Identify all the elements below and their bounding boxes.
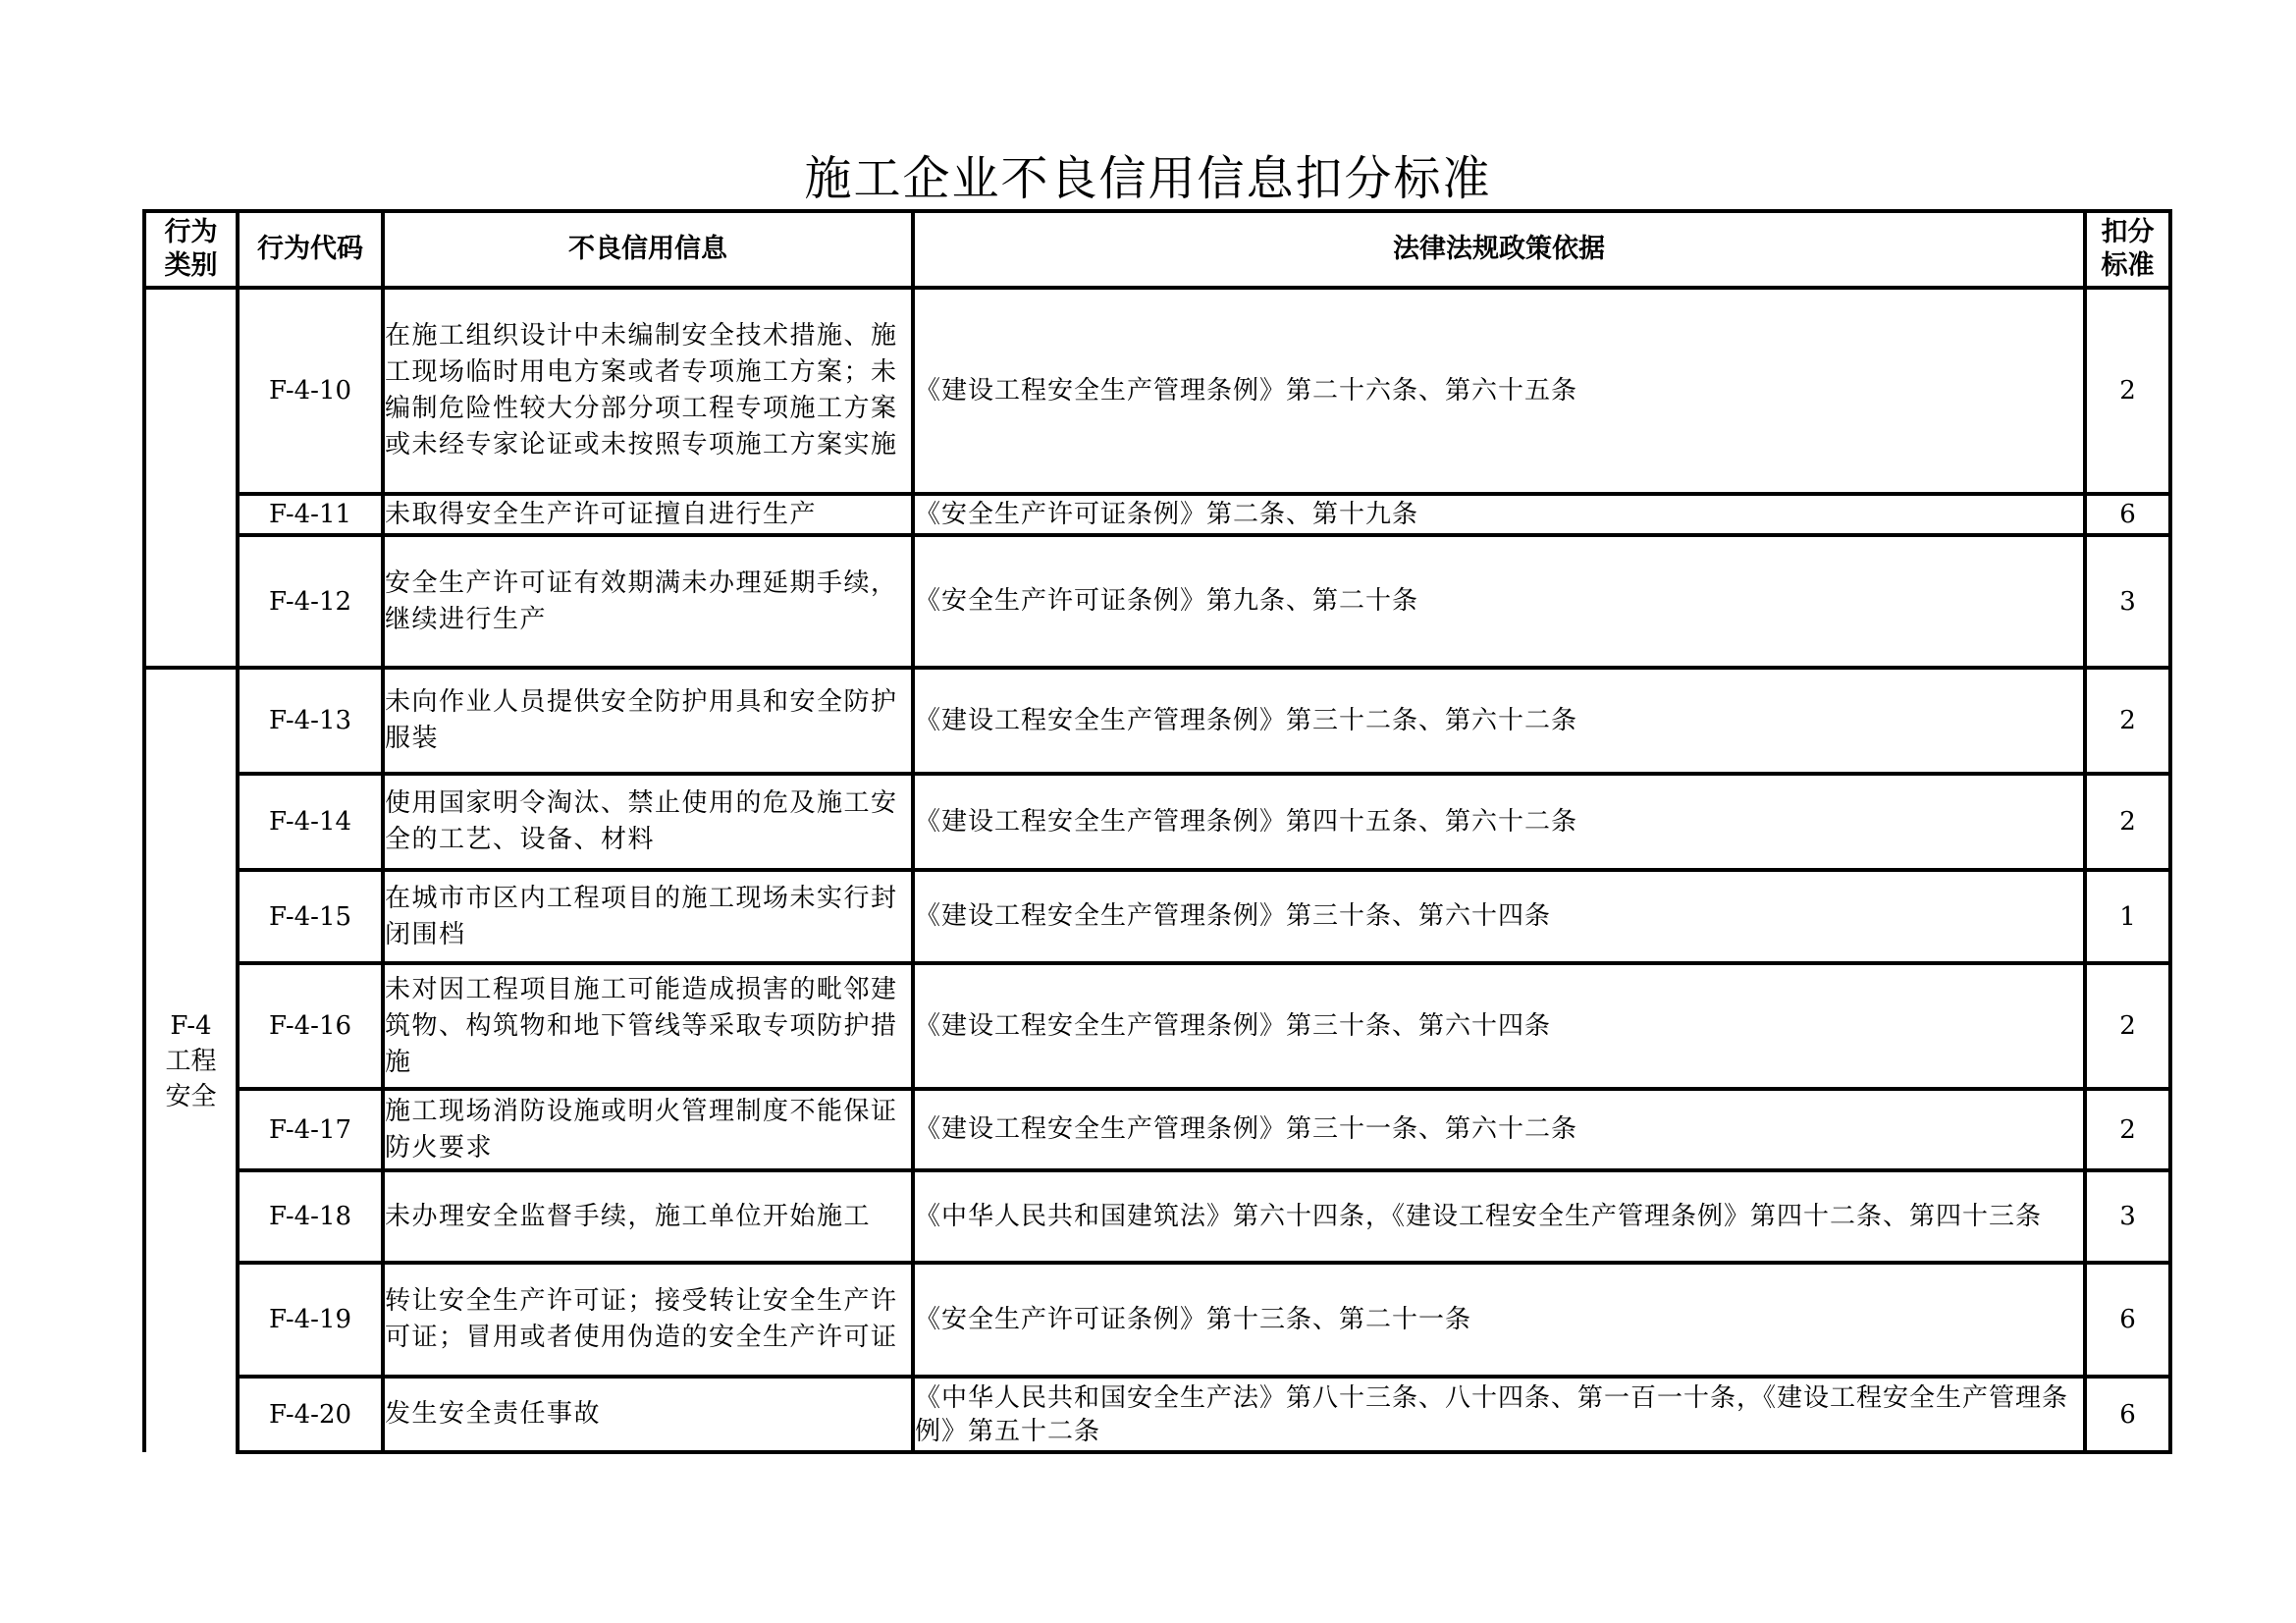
- table-row: [144, 494, 2170, 535]
- row-info: 使用国家明令淘汰、禁止使用的危及施工安全的工艺、设备、材料: [383, 774, 913, 870]
- row-law: 《安全生产许可证条例》第十三条、第二十一条: [913, 1263, 2085, 1377]
- row-law: 《建设工程安全生产管理条例》第二十六条、第六十五条: [913, 288, 2085, 494]
- row-code: F-4-11: [238, 494, 383, 535]
- row-code: F-4-10: [238, 288, 383, 494]
- row-info: 在施工组织设计中未编制安全技术措施、施工现场临时用电方案或者专项施工方案；未编制危险性较大分部分项工程专项施工方案或未经专家论证或未按照专项施工方案实施: [383, 288, 913, 494]
- row-law: 《中华人民共和国建筑法》第六十四条，《建设工程安全生产管理条例》第四十二条、第四十三条: [913, 1170, 2085, 1263]
- table-row: [144, 1089, 2170, 1170]
- row-law: 《安全生产许可证条例》第九条、第二十条: [913, 535, 2085, 668]
- row-code: F-4-19: [238, 1263, 383, 1377]
- table-row: [144, 774, 2170, 870]
- header-category: [144, 211, 238, 288]
- table-row: [144, 1377, 2170, 1452]
- row-code: F-4-14: [238, 774, 383, 870]
- category-name-line2: 安全: [165, 1081, 217, 1111]
- table-row: [144, 535, 2170, 668]
- row-score: 6: [2085, 494, 2170, 535]
- header-code: 行为代码: [238, 211, 383, 288]
- row-code: F-4-20: [238, 1377, 383, 1452]
- row-info: 安全生产许可证有效期满未办理延期手续，继续进行生产: [383, 535, 913, 668]
- header-score-line1: 扣分: [2101, 217, 2155, 247]
- header-category-line1: 行为: [164, 217, 218, 247]
- table-row: [144, 288, 2170, 494]
- row-code: F-4-13: [238, 668, 383, 774]
- row-law: 《安全生产许可证条例》第二条、第十九条: [913, 494, 2085, 535]
- row-code: F-4-16: [238, 963, 383, 1089]
- row-code: F-4-17: [238, 1089, 383, 1170]
- header-info: 不良信用信息: [383, 211, 913, 288]
- row-law: 《中华人民共和国安全生产法》第八十三条、八十四条、第一百一十条，《建设工程安全生产管理条例》第五十二条: [913, 1377, 2085, 1452]
- row-code: F-4-15: [238, 870, 383, 963]
- row-score: 2: [2085, 774, 2170, 870]
- header-law: 法律法规政策依据: [913, 211, 2085, 288]
- table-row: [144, 870, 2170, 963]
- table-row: [144, 1170, 2170, 1263]
- category-code: F-4: [170, 1010, 212, 1041]
- category-cell-f4: [144, 668, 238, 1452]
- document-title: 施工企业不良信用信息扣分标准: [804, 151, 1492, 206]
- table-row: [144, 668, 2170, 774]
- row-score: 2: [2085, 963, 2170, 1089]
- row-info: 未对因工程项目施工可能造成损害的毗邻建筑物、构筑物和地下管线等采取专项防护措施: [383, 963, 913, 1089]
- row-law: 《建设工程安全生产管理条例》第三十一条、第六十二条: [913, 1089, 2085, 1170]
- table-row: [144, 1263, 2170, 1377]
- table-row: [144, 963, 2170, 1089]
- row-info: 发生安全责任事故: [383, 1377, 913, 1452]
- row-score: 6: [2085, 1263, 2170, 1377]
- row-info: 施工现场消防设施或明火管理制度不能保证防火要求: [383, 1089, 913, 1170]
- row-law: 《建设工程安全生产管理条例》第三十二条、第六十二条: [913, 668, 2085, 774]
- header-category-line2: 类别: [164, 250, 218, 281]
- row-law: 《建设工程安全生产管理条例》第三十条、第六十四条: [913, 870, 2085, 963]
- row-score: 2: [2085, 1089, 2170, 1170]
- row-score: 3: [2085, 535, 2170, 668]
- category-cell-continued: [144, 288, 238, 668]
- row-info: 未办理安全监督手续，施工单位开始施工: [383, 1170, 913, 1263]
- deduction-standards-table: [142, 209, 2172, 1454]
- row-info: 未取得安全生产许可证擅自进行生产: [383, 494, 913, 535]
- row-score: 6: [2085, 1377, 2170, 1452]
- header-score-line2: 标准: [2101, 250, 2155, 281]
- header-score: [2085, 211, 2170, 288]
- row-info: 未向作业人员提供安全防护用具和安全防护服装: [383, 668, 913, 774]
- row-law: 《建设工程安全生产管理条例》第三十条、第六十四条: [913, 963, 2085, 1089]
- row-law: 《建设工程安全生产管理条例》第四十五条、第六十二条: [913, 774, 2085, 870]
- row-score: 2: [2085, 288, 2170, 494]
- row-code: F-4-18: [238, 1170, 383, 1263]
- row-score: 2: [2085, 668, 2170, 774]
- category-name-line1: 工程: [165, 1046, 217, 1076]
- row-code: F-4-12: [238, 535, 383, 668]
- row-score: 3: [2085, 1170, 2170, 1263]
- row-score: 1: [2085, 870, 2170, 963]
- row-info: 在城市市区内工程项目的施工现场未实行封闭围档: [383, 870, 913, 963]
- row-info: 转让安全生产许可证；接受转让安全生产许可证；冒用或者使用伪造的安全生产许可证: [383, 1263, 913, 1377]
- table-header-row: [144, 211, 2170, 288]
